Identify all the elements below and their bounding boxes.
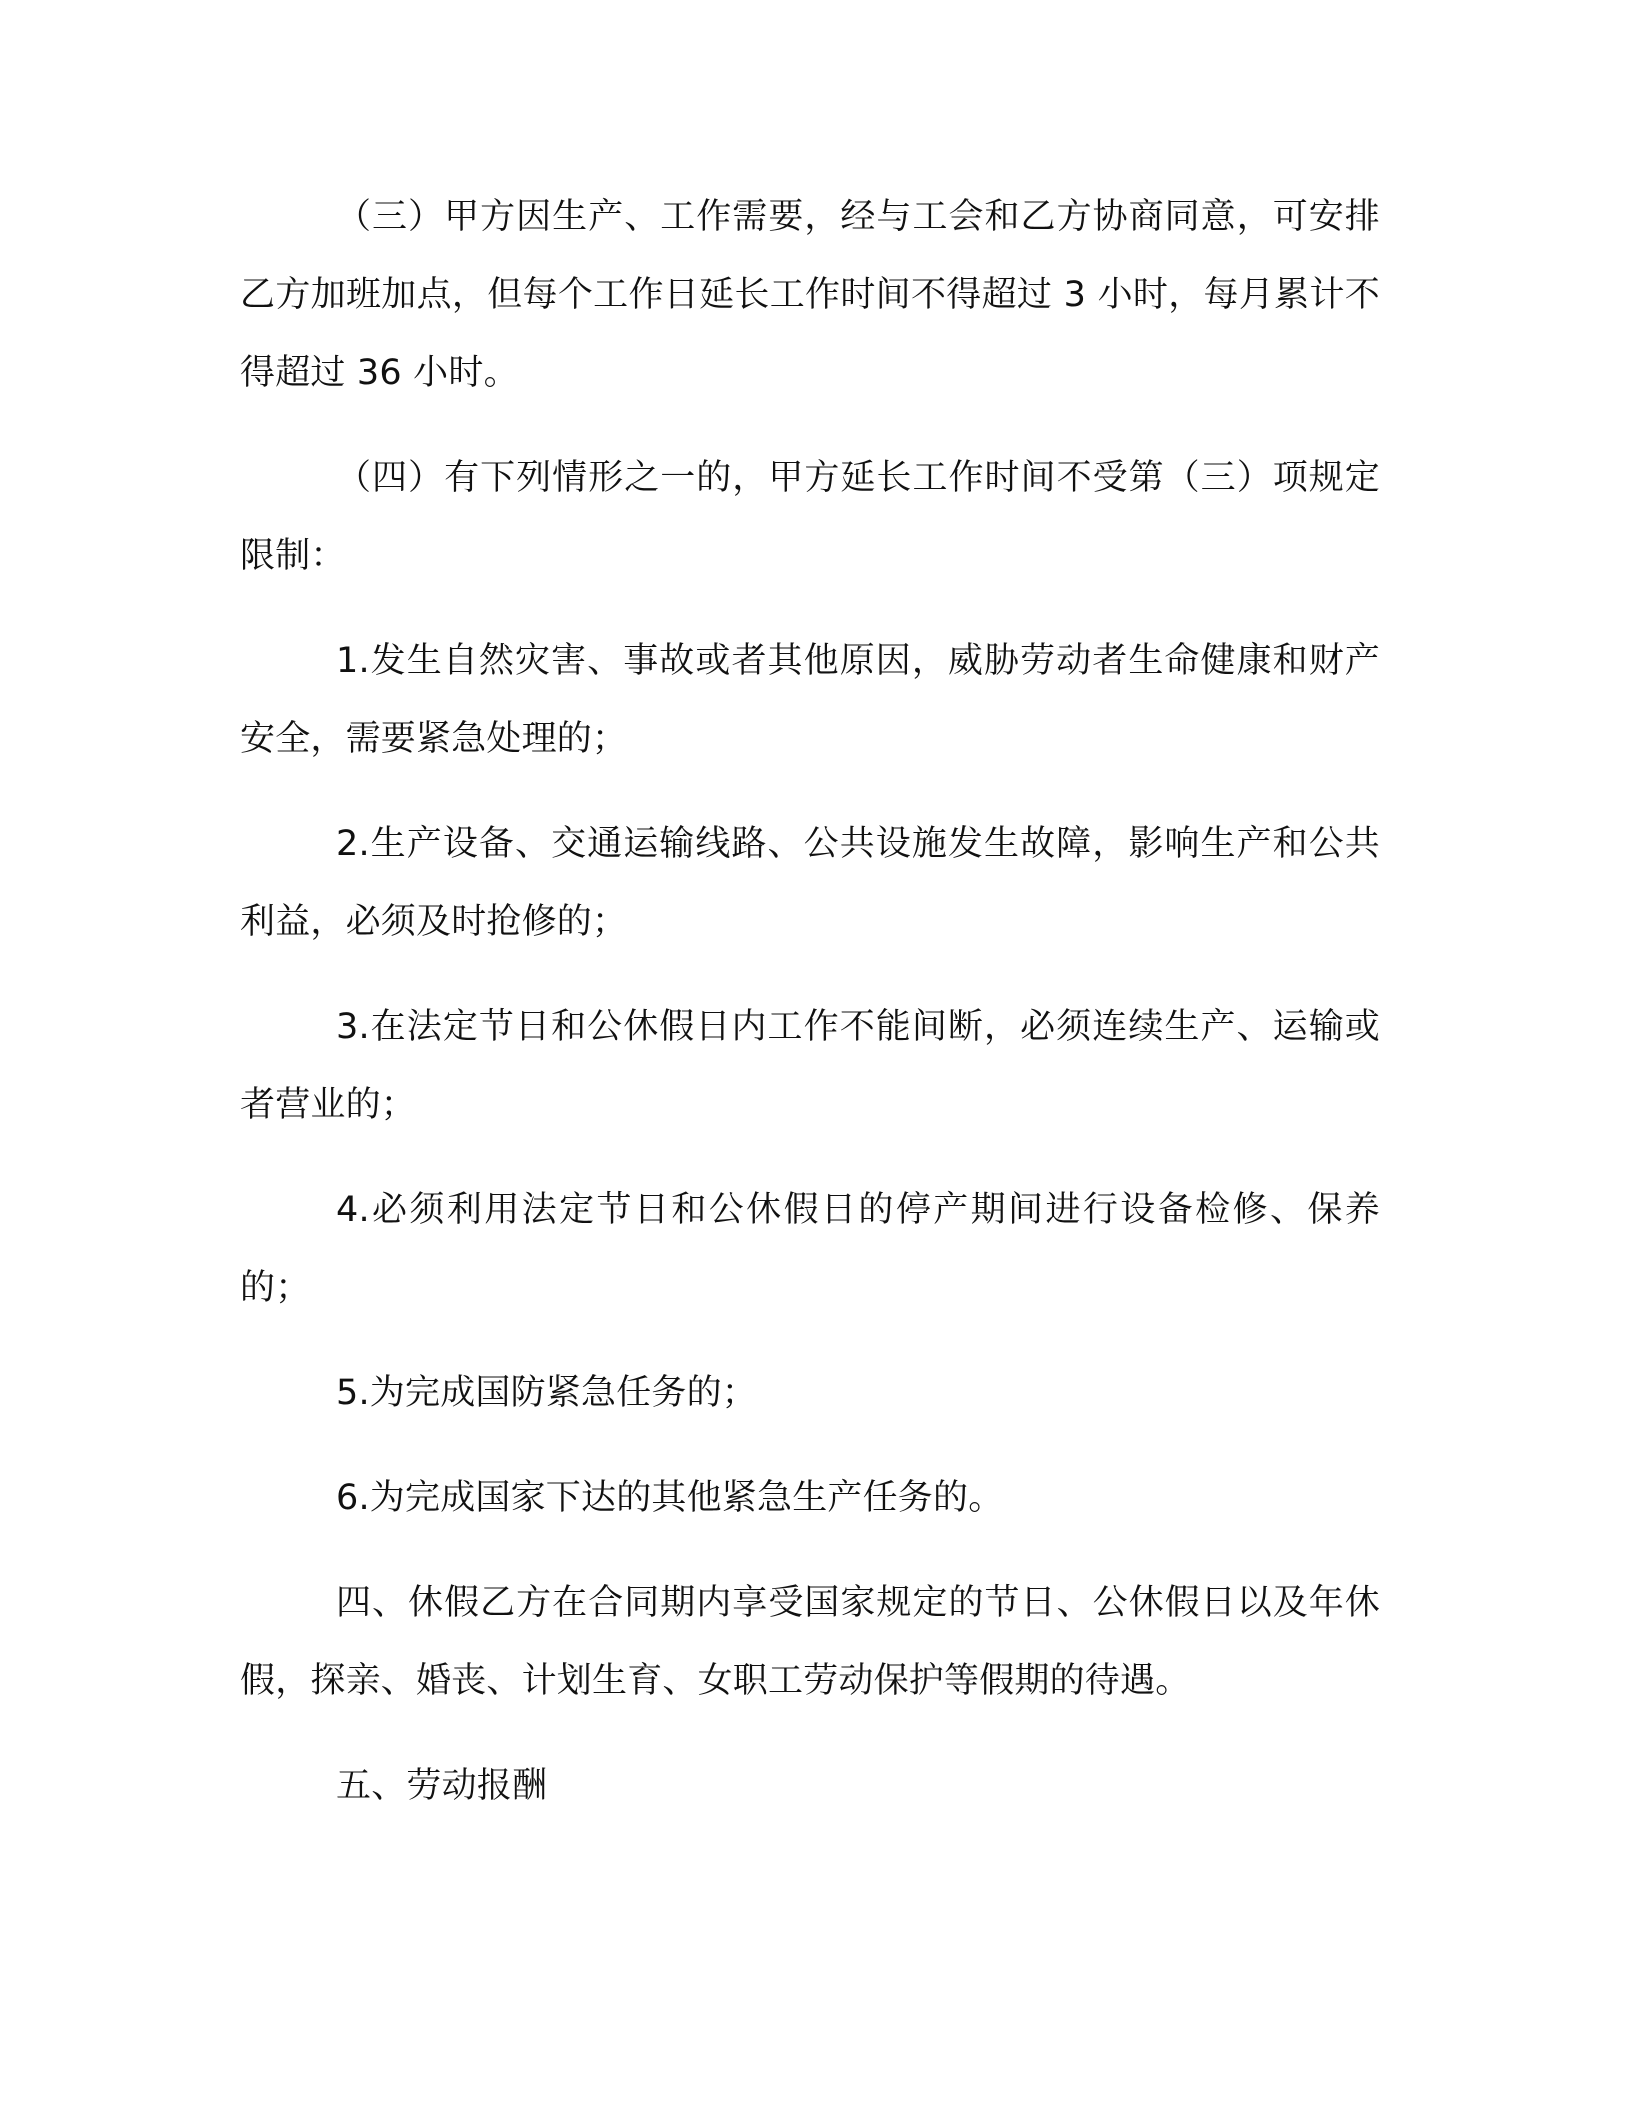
paragraph-gap xyxy=(240,1144,1380,1171)
list-item-3: 3.在法定节日和公休假日内工作不能间断，必须连续生产、运输或者营业的； xyxy=(240,1007,1380,1125)
paragraph-gap xyxy=(240,412,1380,439)
paragraph-gap xyxy=(240,961,1380,988)
list-item-2: 2.生产设备、交通运输线路、公共设施发生故障，影响生产和公共利益，必须及时抢修的； xyxy=(240,824,1380,942)
paragraph-gap xyxy=(240,1537,1380,1564)
document-body xyxy=(240,178,1380,1825)
paragraph-gap xyxy=(240,1327,1380,1354)
section-heading-remuneration: 五、劳动报酬 xyxy=(336,1766,548,1806)
list-item-5: 5.为完成国防紧急任务的； xyxy=(336,1373,757,1413)
paragraph-gap xyxy=(240,595,1380,622)
list-item-4: 4.必须利用法定节日和公休假日的停产期间进行设备检修、保养的； xyxy=(240,1190,1380,1308)
paragraph-gap xyxy=(240,1720,1380,1747)
section-vacation: 四、休假乙方在合同期内享受国家规定的节日、公休假日以及年休假，探亲、婚丧、计划生育、女职工劳动保护等假期的待遇。 xyxy=(240,1583,1380,1701)
list-item-1: 1.发生自然灾害、事故或者其他原因，威胁劳动者生命健康和财产安全，需要紧急处理的； xyxy=(240,641,1380,759)
list-item-6: 6.为完成国家下达的其他紧急生产任务的。 xyxy=(336,1478,1004,1518)
paragraph-gap xyxy=(240,778,1380,805)
paragraph-overtime-limit: （三）甲方因生产、工作需要，经与工会和乙方协商同意，可安排乙方加班加点，但每个工作日延长工作时间不得超过 3 小时，每月累计不得超过 36 小时。 xyxy=(240,197,1380,393)
paragraph-exceptions-intro: （四）有下列情形之一的，甲方延长工作时间不受第（三）项规定限制： xyxy=(240,458,1380,576)
paragraph-gap xyxy=(240,1432,1380,1459)
